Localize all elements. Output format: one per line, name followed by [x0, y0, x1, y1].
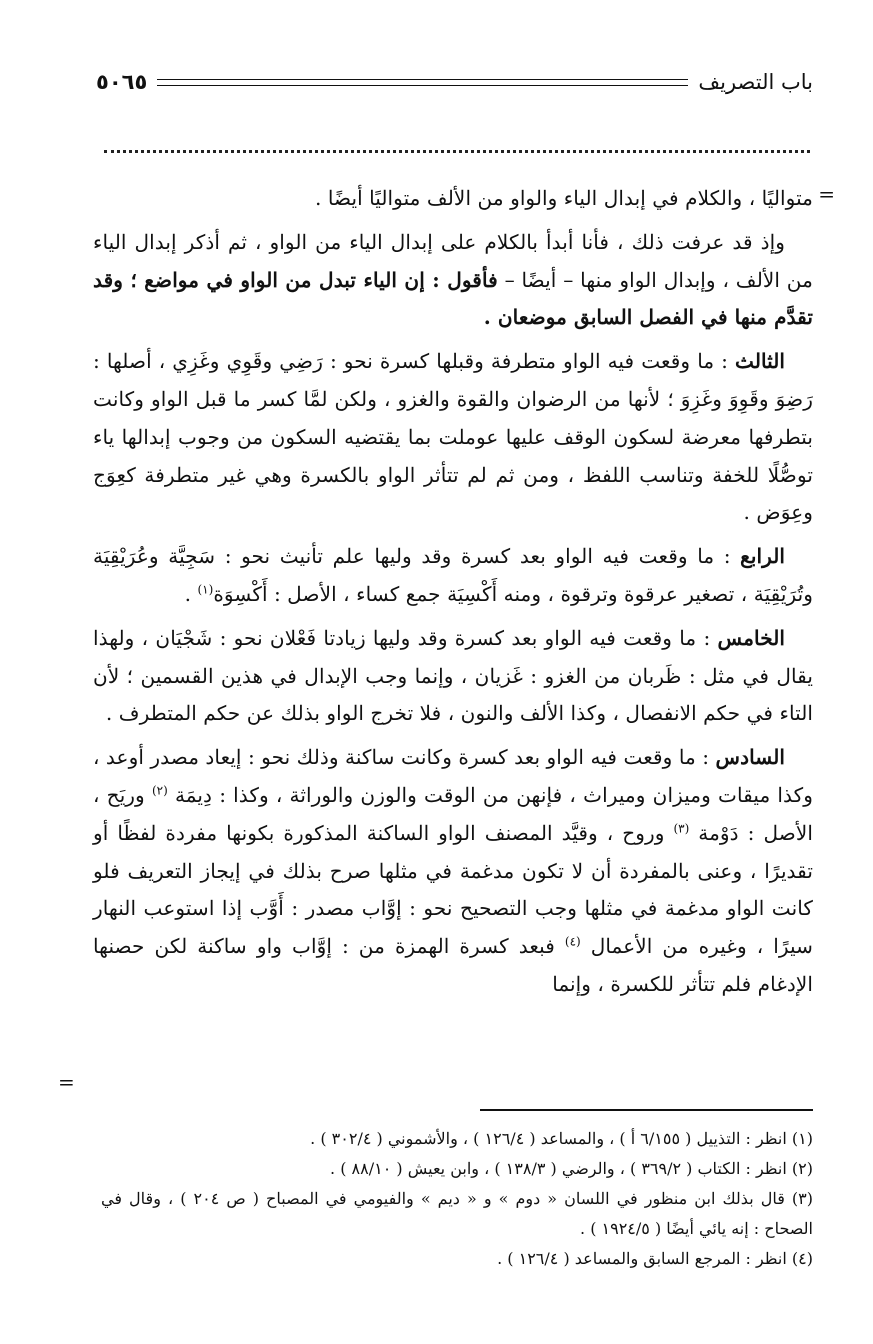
footnote: (٤) انظر : المرجع السابق والمساعد ( ١٢٦/٤ ) .	[497, 1249, 813, 1268]
paragraph-text: : ما وقعت فيه الواو بعد كسرة وقد وليها زيادتا فَعْلان نحو : شَجْيَان ، ولهذا يقال في مثل : ظَربان من الغزو : غَزيان ، وإنما وجب الإبدال في هذين القسمين ؛ لأن التاء في حكم الانفصال ، وكذا الألف والنون ، فلا تخرج الواو بذلك عن حكم المتطرف .	[93, 625, 813, 726]
section-label: السادس	[715, 745, 785, 770]
footnote-ref: (١)	[197, 582, 214, 597]
paragraph-text: : ما وقعت فيه الواو بعد كسرة وقد وليها علم تأنيث نحو : سَجِيَّة وعُرَيْقِيَة وتُرَيْقِيَة ، تصغير عرقوة وترقوة ، ومنه أَكْسِيَة جمع كساء ، الأصل : أَكْسِوَة	[93, 544, 813, 606]
header-rule	[157, 79, 688, 86]
paragraph-text: وإذ قد عرفت ذلك ، فأنا أبدأ بالكلام على إبدال الياء من الواو ، ثم أذكر إبدال الياء من الألف ، وإبدال الواو منها – أيضًا –	[93, 229, 813, 292]
section-label: الخامس	[717, 625, 785, 650]
paragraph-text: : ما وقعت فيه الواو بعد كسرة وكانت ساكنة وذلك نحو : إيعاد مصدر أوعد ، وكذا ميقات وميزان وميراث ، فإنهن من الوقت والوزن والوراثة ، وكذا : دِيمَة	[93, 745, 813, 807]
paragraph-sixth	[93, 739, 813, 1004]
footnotes	[101, 1124, 813, 1274]
paragraph-text: .	[184, 581, 198, 606]
dotted-separator	[104, 150, 810, 153]
main-text	[93, 180, 813, 1004]
paragraph-intro	[93, 224, 813, 337]
section-label: الرابع	[740, 544, 785, 569]
paragraph-text: وروح ، وقيَّد المصنف الواو الساكنة المذكورة بكونها مفردة لفظًا أو تقديرًا ، وعنى بالمفردة أن لا تكون مدغمة في مثلها صرح بذلك في إيجاز التعريف فلو كانت الواو مدغمة في مثلها وجب التصحيح نحو : إوَّاب مصدر : أَوَّب إذا استوعب النهار سيرًا ، وغيره من الأعمال	[93, 820, 813, 959]
paragraph-continuation	[93, 180, 813, 218]
paragraph-fourth	[93, 538, 813, 614]
paragraph-text: فبعد كسرة الهمزة من : إوَّاب واو ساكنة لكن حصنها الإدغام فلم تتأثر للكسرة ، وإنما	[93, 934, 813, 996]
footnote-ref: (٣)	[673, 821, 690, 836]
footnote-ref: (٢)	[151, 783, 168, 798]
footnote-rule	[480, 1109, 813, 1111]
chapter-title: باب التصريف	[698, 70, 813, 94]
footnote: (٢) انظر : الكتاب ( ٣٦٩/٢ ) ، والرضي ( ١٣٨/٣ ) ، وابن يعيش ( ٨٨/١٠ ) .	[330, 1159, 813, 1178]
footnote: (٣) قال بذلك ابن منظور في اللسان « دوم » و « ديم » والفيومي في المصباح ( ص ٢٠٤ ) ، وقال في الصحاح : إنه يائي أيضًا ( ١٩٢٤/٥ ) .	[101, 1189, 814, 1238]
paragraph-third	[93, 343, 813, 532]
page-number: ٥٠٦٥	[96, 70, 148, 94]
continuation-mark-top: =	[818, 182, 835, 206]
paragraph-text: وريَح ، الأصل : دَوْمة	[93, 782, 813, 845]
paragraph-text: متواليًا ، والكلام في إبدال الياء والواو من الألف متواليًا أيضًا .	[315, 186, 813, 210]
continuation-mark-bottom: =	[58, 1070, 75, 1094]
running-header	[96, 62, 813, 102]
paragraph-fifth	[93, 620, 813, 733]
footnote-ref: (٤)	[564, 934, 581, 949]
paragraph-bold-text: فأقول : إن الياء تبدل من الواو في مواضع ؛ وقد تقدَّم منها في الفصل السابق موضعان .	[93, 267, 813, 330]
paragraph-text: : ما وقعت فيه الواو متطرفة وقبلها كسرة نحو : رَضِي وقَوِي وغَزِي ، أصلها : رَضِوَ وقَوِوَ وغَزِوَ ؛ لأنها من الرضوان والقوة والغزو ، ولكن لمَّا كسر ما قبل الواو وكانت بتطرفها معرضة لسكون الوقف عليها عوملت بما يقتضيه السكون من وجوب إبدالها ياء توصُّلًا للخفة وتناسب اللفظ ، ومن ثم لم تتأثر الواو بالكسرة وهي غير متطرفة كعِوَج وعِوَض .	[93, 349, 813, 525]
section-label: الثالث	[735, 349, 785, 374]
footnote: (١) انظر : التذييل ( ٦/١٥٥ أ ) ، والمساعد ( ١٢٦/٤ ) ، والأشموني ( ٣٠٢/٤ ) .	[310, 1129, 813, 1148]
